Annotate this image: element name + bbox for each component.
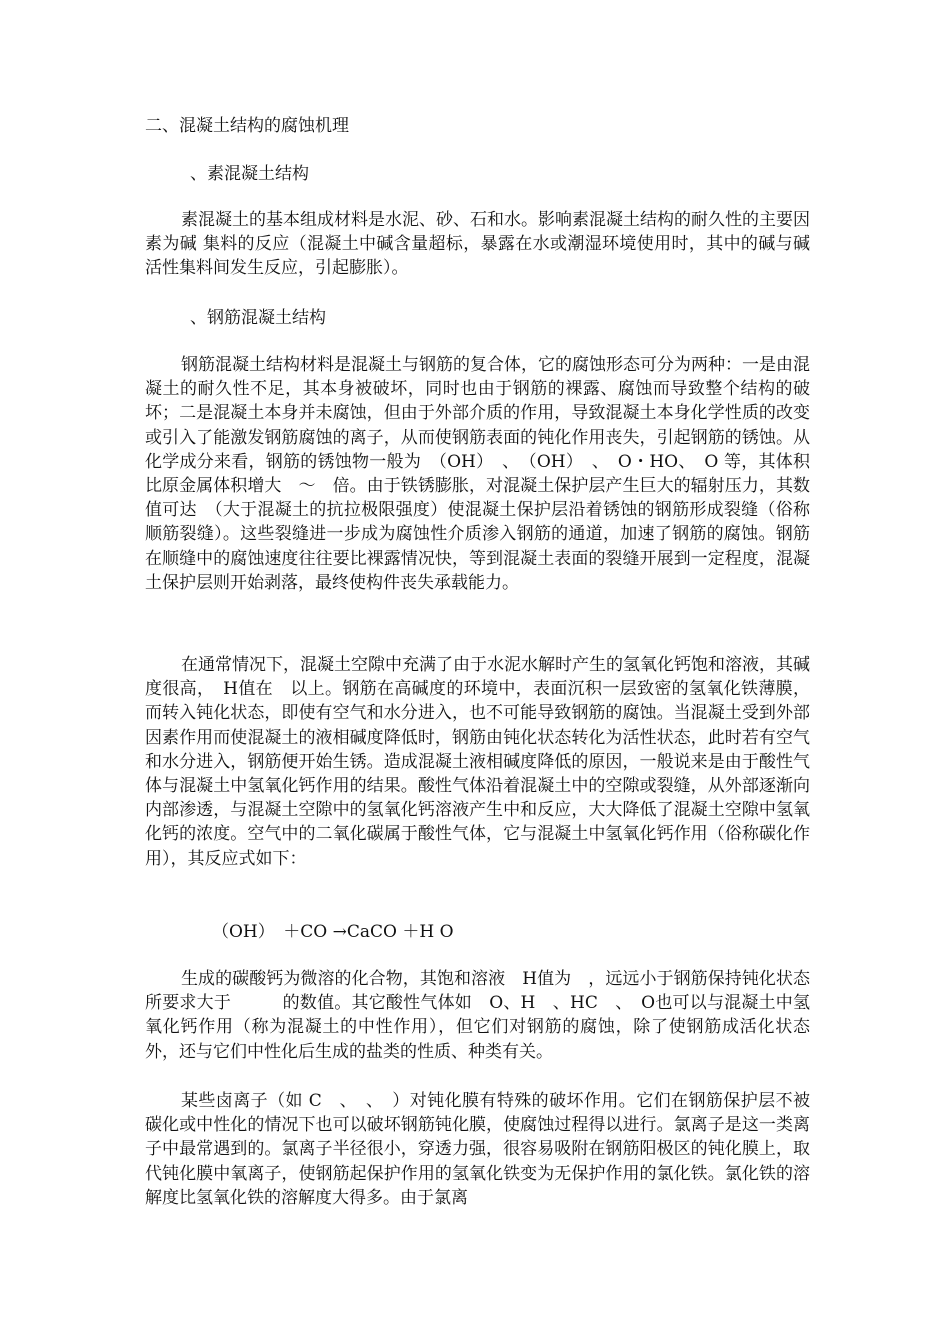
paragraph-alkalinity-passivation: 在通常情况下，混凝土空隙中充满了由于水泥水解时产生的氢氧化钙饱和溶液，其碱度很高， H值在 以上。钢筋在高碱度的环境中，表面沉积一层致密的氢氧化铁薄膜，而转入钝化状态，即使有空气和水分进入，也不可能导致钢筋的腐蚀。当混凝土受到外部因素作用而使混凝土的液相碱度降低时，钢筋由钝化状态转化为活性状态，此时若有空气和水分进入，钢筋便开始生锈。造成混凝土液相碱度降低的原因，一般说来是由于酸性气体与混凝土中氢氧化钙作用的结果。酸性气体沿着混凝土中的空隙或裂缝，从外部逐渐向内部渗透，与混凝土空隙中的氢氧化钙溶液产生中和反应，大大降低了混凝土空隙中氢氧化钙的浓度。空气中的二氧化碳属于酸性气体，它与混凝土中氢氧化钙作用（俗称碳化作用），其反应式如下： [145, 655, 810, 869]
subsection-heading-plain-concrete: 、素混凝土结构 [190, 164, 309, 184]
paragraph-calcium-carbonate: 生成的碳酸钙为微溶的化合物，其饱和溶液 H值为 ，远远小于钢筋保持钝化状态所要求大于 的数值。其它酸性气体如 O、H 、HC 、 O也可以与混凝土中氢氧化钙作用（称为混凝土的中性作用），但它们对钢筋的腐蚀，除了使钢筋成活化状态外，还与它们中性化后生成的盐类的性质、种类有关。 [145, 969, 810, 1062]
paragraph-reinforced-concrete-corrosion: 钢筋混凝土结构材料是混凝土与钢筋的复合体，它的腐蚀形态可分为两种：一是由混凝土的耐久性不足，其本身被破坏，同时也由于钢筋的裸露、腐蚀而导致整个结构的破坏；二是混凝土本身并未腐蚀，但由于外部介质的作用，导致混凝土本身化学性质的改变或引入了能激发钢筋腐蚀的离子，从而使钢筋表面的钝化作用丧失，引起钢筋的锈蚀。从化学成分来看，钢筋的锈蚀物一般为 （OH） 、 （OH） 、 O・HO、 O 等，其体积比原金属体积增大 ～ 倍。由于铁锈膨胀，对混凝土保护层产生巨大的辐射压力，其数值可达 （大于混凝土的抗拉极限强度）使混凝土保护层沿着锈蚀的钢筋形成裂缝（俗称顺筋裂缝）。这些裂缝进一步成为腐蚀性介质渗入钢筋的通道，加速了钢筋的腐蚀。钢筋在顺缝中的腐蚀速度往往要比裸露情况快，等到混凝土表面的裂缝开展到一定程度，混凝土保护层则开始剥落，最终使构件丧失承载能力。 [145, 355, 810, 593]
subsection-heading-reinforced-concrete: 、钢筋混凝土结构 [190, 308, 326, 328]
carbonation-reaction-formula: （OH） ＋CO →CaCO ＋H O [212, 922, 454, 942]
paragraph-halide-ions: 某些卤离子（如 C 、 、 ）对钝化膜有特殊的破坏作用。它们在钢筋保护层不被碳化或中性化的情况下也可以破坏钢筋钝化膜，使腐蚀过程得以进行。氯离子是这一类离子中最常遇到的。氯离子半径很小，穿透力强，很容易吸附在钢筋阳极区的钝化膜上，取代钝化膜中氧离子，使钢筋起保护作用的氢氧化铁变为无保护作用的氯化铁。氯化铁的溶解度比氢氧化铁的溶解度大得多。由于氯离 [145, 1091, 810, 1208]
paragraph-plain-concrete: 素混凝土的基本组成材料是水泥、砂、石和水。影响素混凝土结构的耐久性的主要因素为碱 集料的反应（混凝土中碱含量超标，暴露在水或潮湿环境使用时，其中的碱与碱活性集料间发生反应，引起膨胀）。 [145, 210, 810, 279]
section-title: 二、混凝土结构的腐蚀机理 [145, 116, 349, 136]
